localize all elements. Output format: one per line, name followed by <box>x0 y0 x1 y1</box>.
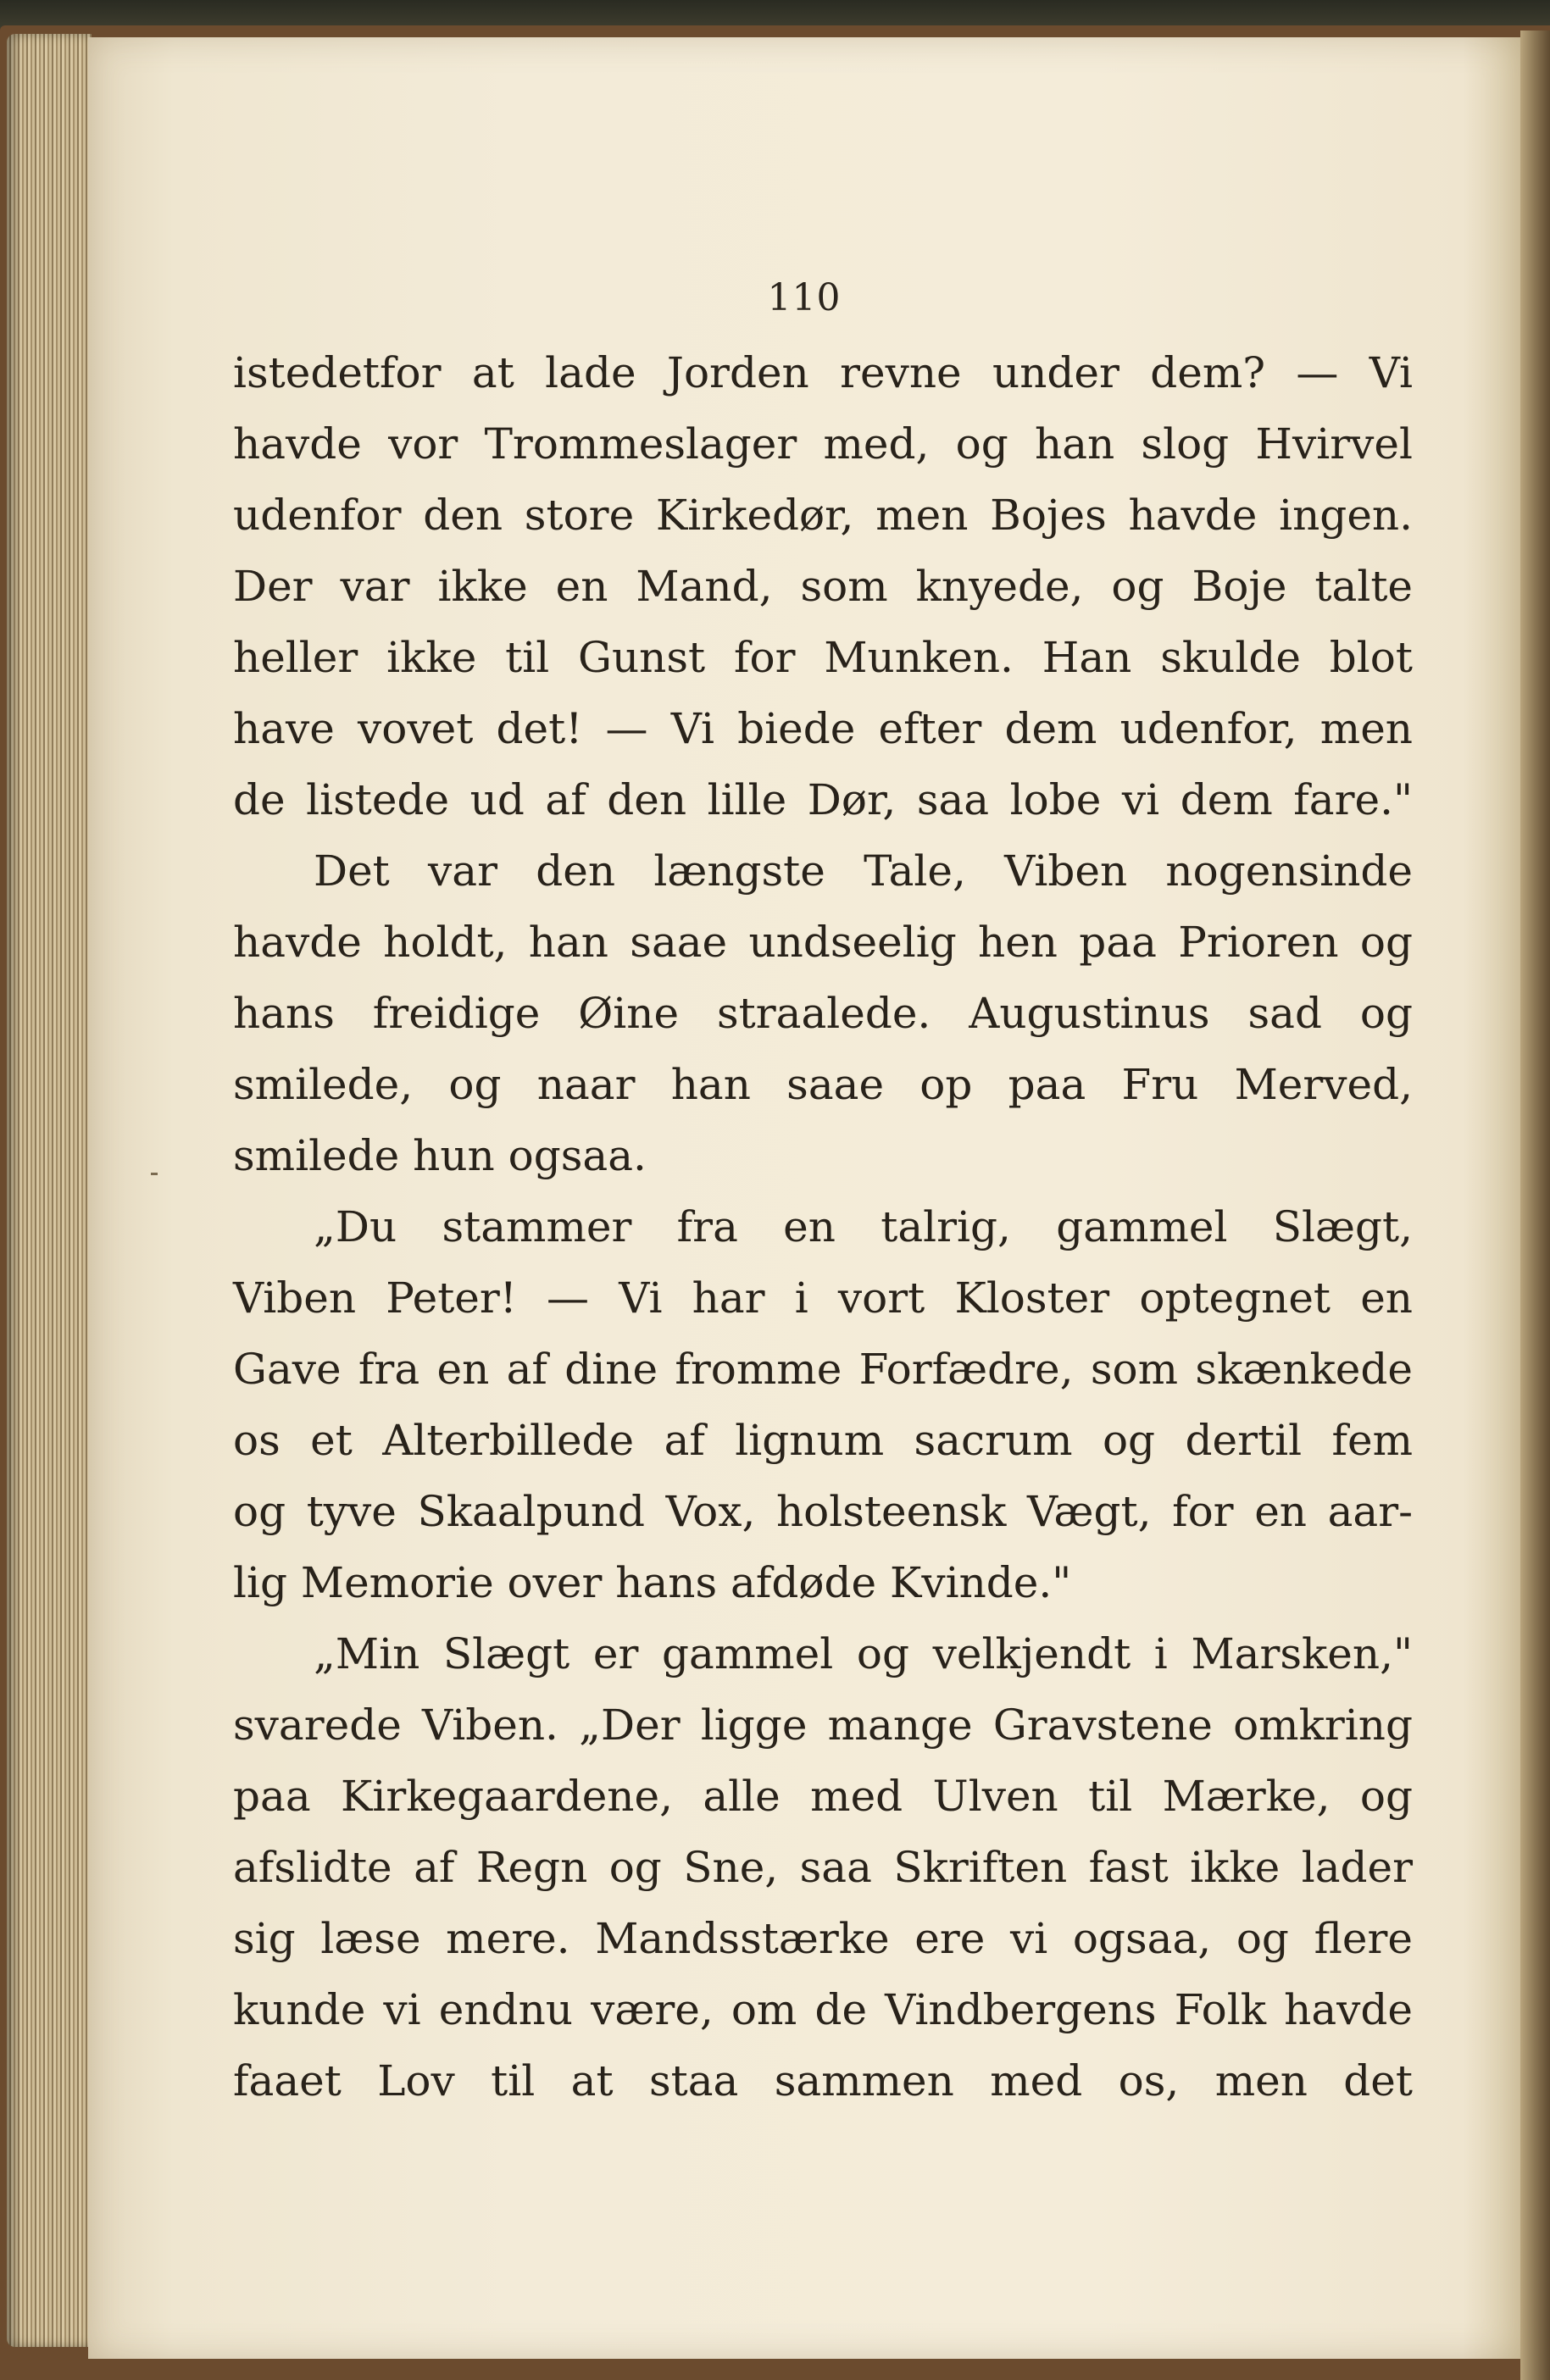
text-line: smilede, og naar han saae op paa Fru Merved, <box>233 1060 1413 1109</box>
text-line: faaet Lov til at staa sammen med os, men det <box>233 2056 1413 2105</box>
page-edges-stack <box>7 34 92 2347</box>
text-line: smilede hun ogsaa. <box>233 1131 647 1180</box>
margin-mark <box>151 1173 158 1175</box>
text-line: og tyve Skaalpund Vox, holsteensk Vægt, for en aar- <box>233 1487 1413 1536</box>
text-line: udenfor den store Kirkedør, men Bojes havde ingen. <box>233 491 1413 540</box>
text-line: paa Kirkegaardene, alle med Ulven til Mærke, og <box>233 1772 1413 1821</box>
text-line: havde holdt, han saae undseelig hen paa Prioren og <box>233 918 1413 967</box>
text-line: sig læse mere. Mandsstærke ere vi ogsaa, og flere <box>233 1914 1413 1963</box>
text-line: hans freidige Øine straalede. Augustinus sad og <box>233 989 1413 1038</box>
page-number: 110 <box>767 276 842 319</box>
text-line: os et Alterbillede af lignum sacrum og dertil fem <box>233 1416 1413 1465</box>
book-right-edge <box>1520 31 1550 2380</box>
text-line: heller ikke til Gunst for Munken. Han skulde blot <box>233 633 1413 682</box>
text-line: Viben Peter! — Vi har i vort Kloster optegnet en <box>233 1273 1413 1323</box>
text-line: „Du stammer fra en talrig, gammel Slægt, <box>314 1202 1413 1251</box>
text-line: Der var ikke en Mand, som knyede, og Boje talte <box>233 562 1413 611</box>
text-line: Det var den længste Tale, Viben nogensinde <box>314 846 1413 896</box>
text-line: afslidte af Regn og Sne, saa Skriften fast ikke lader <box>233 1843 1413 1892</box>
text-line: istedetfor at lade Jorden revne under dem? — Vi <box>233 348 1413 397</box>
text-line: svarede Viben. „Der ligge mange Gravstene omkring <box>233 1700 1413 1750</box>
text-line: de listede ud af den lille Dør, saa lobe vi dem fare." <box>233 775 1413 824</box>
text-line: „Min Slægt er gammel og velkjendt i Marsken," <box>314 1629 1413 1678</box>
text-line: have vovet det! — Vi biede efter dem udenfor, men <box>233 704 1413 753</box>
text-line: kunde vi endnu være, om de Vindbergens Folk havde <box>233 1985 1413 2034</box>
text-line: Gave fra en af dine fromme Forfædre, som skænkede <box>233 1345 1413 1394</box>
text-line: havde vor Trommeslager med, og han slog Hvirvel <box>233 419 1413 469</box>
text-line: lig Memorie over hans afdøde Kvinde." <box>233 1558 1072 1607</box>
page-text <box>233 337 1413 2116</box>
